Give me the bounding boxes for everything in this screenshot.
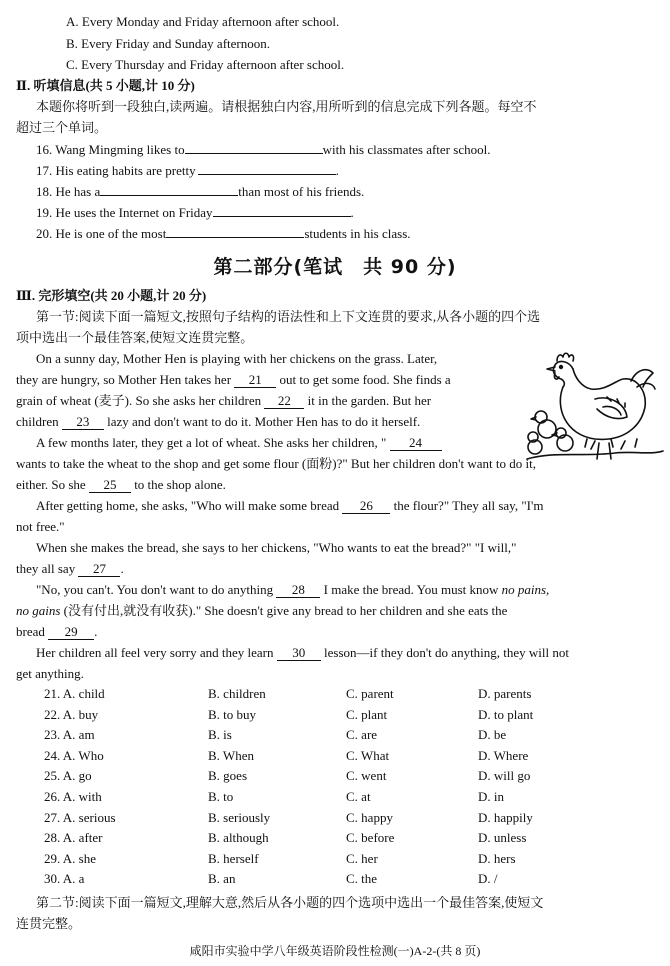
section3-instruction-2: 项中选出一个最佳答案,使短文连贯完整。: [16, 330, 254, 345]
answer-blank-19[interactable]: [213, 202, 351, 217]
option-23-a[interactable]: 23. A. am: [44, 727, 95, 743]
option-28-c[interactable]: C. before: [346, 830, 395, 846]
option-30-a[interactable]: 30. A. a: [44, 871, 85, 887]
option-25-a[interactable]: 25. A. go: [44, 768, 92, 784]
answer-blank-17[interactable]: [198, 160, 336, 175]
page-footer: 咸阳市实验中学八年级英语阶段性检测(一)A-2-(共 8 页): [189, 944, 481, 958]
part2-heading: 第二部分(笔试 共 90 分): [213, 256, 457, 278]
prev-option-b: B. Every Friday and Sunday afternoon.: [66, 36, 270, 51]
option-27-d[interactable]: D. happily: [478, 809, 533, 825]
option-24-a[interactable]: 24. A. Who: [44, 747, 104, 763]
option-28-b[interactable]: B. although: [208, 830, 269, 846]
option-29-b[interactable]: B. herself: [208, 850, 259, 866]
passage-line-4: children 23 lazy and don't want to do it. Mother Hen has to do it herself.: [16, 414, 421, 429]
passage-line-11: they all say 27 .: [16, 561, 124, 576]
option-29-d[interactable]: D. hers: [478, 850, 516, 866]
option-30-d[interactable]: D. /: [478, 871, 498, 887]
passage-line-5: A few months later, they get a lot of wheat. She asks her children, " 24: [36, 433, 658, 452]
prev-option-a: A. Every Monday and Friday afternoon after school.: [66, 14, 340, 29]
option-28-a[interactable]: 28. A. after: [44, 830, 103, 846]
blank-22[interactable]: 22: [264, 393, 304, 409]
option-22-d[interactable]: D. to plant: [478, 706, 534, 722]
section3b-instruction-2: 连贯完整。: [16, 916, 82, 931]
option-26-d[interactable]: D. in: [478, 789, 504, 804]
option-27-b[interactable]: B. seriously: [208, 809, 271, 825]
passage-line-10: When she makes the bread, she says to her chickens, "Who wants to eat the bread?" "I will,": [36, 540, 517, 555]
option-22-a[interactable]: 22. A. buy: [44, 706, 99, 722]
listen-item-19: 19. He uses the Internet on Friday .: [36, 202, 658, 222]
option-23-c[interactable]: C. are: [346, 727, 378, 743]
option-21-a[interactable]: 21. A. child: [44, 686, 105, 701]
option-26-b[interactable]: B. to: [208, 789, 234, 804]
option-24-d[interactable]: D. Where: [478, 747, 529, 763]
option-21-b[interactable]: B. children: [208, 686, 266, 701]
option-22-c[interactable]: C. plant: [346, 706, 388, 722]
passage-line-16: get anything.: [16, 666, 84, 681]
option-26-a[interactable]: 26. A. with: [44, 789, 102, 804]
passage-line-7: either. So she 25 to the shop alone.: [16, 477, 226, 492]
option-28-d[interactable]: D. unless: [478, 830, 527, 846]
passage-line-15: Her children all feel very sorry and they learn 30 lesson—if they don't do anything, they will not: [36, 645, 570, 660]
option-29-a[interactable]: 29. A. she: [44, 850, 96, 866]
blank-24[interactable]: 24: [390, 435, 442, 451]
passage-line-6: wants to take the wheat to the shop and get some flour (面粉)?" But her children don't want to do it,: [16, 456, 536, 471]
answer-blank-16[interactable]: [185, 139, 323, 154]
passage-line-13: no gains (没有付出,就没有收获)." She doesn't give any bread to her children and she eats the: [16, 603, 508, 618]
blank-30[interactable]: 30: [277, 645, 321, 661]
blank-26[interactable]: 26: [342, 498, 390, 514]
passage-line-1: On a sunny day, Mother Hen is playing with her chickens on the grass. Later,: [36, 351, 438, 366]
option-21-c[interactable]: C. parent: [346, 686, 394, 701]
blank-29[interactable]: 29: [48, 624, 94, 640]
option-30-c[interactable]: C. the: [346, 871, 378, 887]
option-25-d[interactable]: D. will go: [478, 768, 531, 784]
passage-line-3: grain of wheat (麦子). So she asks her children 22 it in the garden. But her: [16, 393, 432, 408]
listen-item-20: 20. He is one of the most students in his class.: [36, 223, 658, 243]
listen-item-17: 17. His eating habits are pretty .: [36, 160, 658, 180]
answer-blank-18[interactable]: [100, 181, 238, 196]
option-30-b[interactable]: B. an: [208, 871, 236, 887]
option-23-d[interactable]: D. be: [478, 727, 507, 743]
section3b-instruction-1: 第二节:阅读下面一篇短文,理解大意,然后从各小题的四个选项中选出一个最佳答案,使短文: [36, 895, 544, 910]
option-27-a[interactable]: 27. A. serious: [44, 809, 116, 825]
section2-title: Ⅱ. 听填信息(共 5 小题,计 10 分): [16, 78, 195, 93]
option-25-c[interactable]: C. went: [346, 768, 387, 784]
passage-line-14: bread 29 .: [16, 624, 98, 639]
passage-line-9: not free.": [16, 519, 65, 534]
passage-line-2: they are hungry, so Mother Hen takes her 21 out to get some food. She finds a: [16, 372, 451, 387]
passage-line-8: After getting home, she asks, "Who will make some bread 26 the flour?" They all say, "I'm: [36, 498, 544, 513]
section2-instruction-1: 本题你将听到一段独白,读两遍。请根据独白内容,用所听到的信息完成下列各题。每空不: [36, 99, 537, 114]
passage-line-12: "No, you can't. You don't want to do anything 28 I make the bread. You must know no pains,: [36, 582, 550, 597]
blank-27[interactable]: 27: [78, 561, 120, 577]
option-24-b[interactable]: B. When: [208, 747, 254, 763]
option-25-b[interactable]: B. goes: [208, 768, 247, 784]
section3-title: Ⅲ. 完形填空(共 20 小题,计 20 分): [16, 288, 207, 303]
prev-option-c: C. Every Thursday and Friday afternoon after school.: [66, 57, 345, 72]
option-23-b[interactable]: B. is: [208, 727, 232, 743]
answer-blank-20[interactable]: [166, 223, 304, 238]
section3-instruction-1: 第一节:阅读下面一篇短文,按照句子结构的语法性和上下文连贯的要求,从各小题的四个选: [36, 309, 541, 324]
option-22-b[interactable]: B. to buy: [208, 706, 257, 722]
option-24-c[interactable]: C. What: [346, 747, 390, 763]
option-29-c[interactable]: C. her: [346, 850, 378, 866]
option-27-c[interactable]: C. happy: [346, 809, 393, 825]
blank-21[interactable]: 21: [234, 372, 276, 388]
blank-25[interactable]: 25: [89, 477, 131, 493]
listen-item-18: 18. He has a than most of his friends.: [36, 181, 658, 201]
option-21-d[interactable]: D. parents: [478, 686, 532, 701]
blank-23[interactable]: 23: [62, 414, 104, 430]
blank-28[interactable]: 28: [276, 582, 320, 598]
option-26-c[interactable]: C. at: [346, 789, 371, 804]
section2-instruction-2: 超过三个单词。: [16, 120, 108, 135]
listen-item-16: 16. Wang Mingming likes to with his classmates after school.: [36, 139, 658, 159]
